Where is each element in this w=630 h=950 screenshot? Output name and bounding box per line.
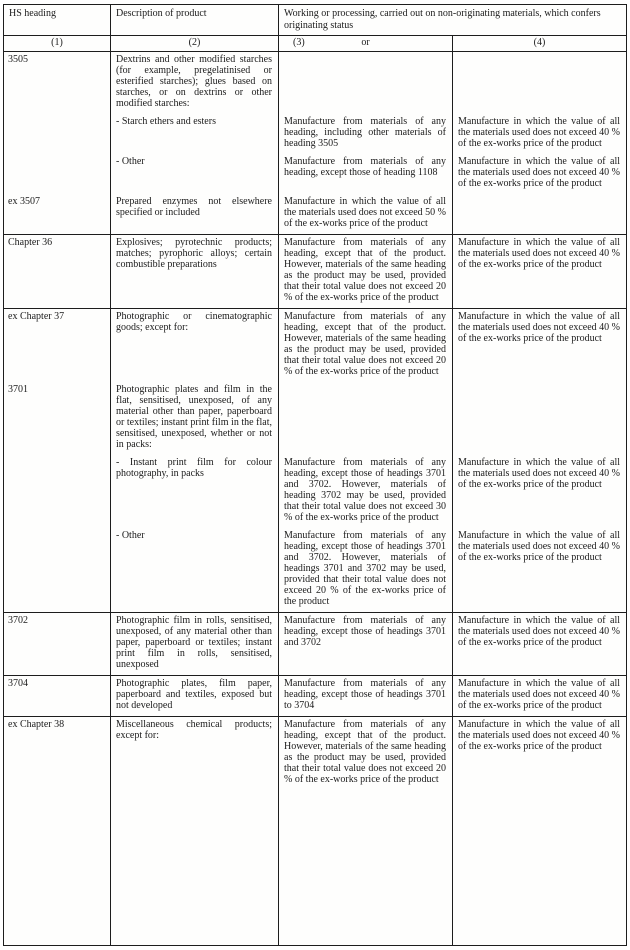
rule-col3-cell: Manufacture from materials of any heading, except those of headings 3701 to 3704 <box>278 676 452 716</box>
rule-col3-cell: Manufacture from materials of any heading, except that of the product. However, materials of the same heading as the product may be used, provided that their total value does not exceed 20 % of the ex-works price of the product <box>278 309 452 382</box>
rule-col3-cell: Manufacture from materials of any heading, except those of heading 1108 <box>278 154 452 194</box>
hs-heading-header: HS heading <box>9 8 56 19</box>
rule-col3-cell: Manufacture from materials of any heading, except those of headings 3701 and 3702 <box>278 613 452 675</box>
rule-col3-cell: Manufacture from materials of any heading, including other materials of heading 3505 <box>278 114 452 154</box>
hs-cell: ex 3507 <box>8 196 40 207</box>
description-cell: Explosives; pyrotechnic products; matches; pyrophoric alloys; certain combustible preparations <box>110 235 278 308</box>
hs-cell <box>4 114 110 154</box>
table-block <box>4 717 626 945</box>
description-header: Description of product <box>110 5 278 35</box>
column-number-4: (4) <box>452 36 626 51</box>
rule-col3-cell: Manufacture from materials of any heading, except those of headings 3701 and 3702. However, materials of headings 3701 and 3702 may be used, provided that their total value does not exceed 20 % of the ex-works price of the product <box>278 528 452 612</box>
rule-col4-cell: Manufacture in which the value of all the materials used does not exceed 40 % of the ex-works price of the product <box>452 154 626 194</box>
description-cell: Photographic plates, film paper, paperboard and textiles, exposed but not developed <box>110 676 278 716</box>
rule-col3-cell: Manufacture from materials of any heading, except that of the product. However, materials of the same heading as the product may be used, provided that their total value does not exceed 20 % of the ex-works price of the product <box>278 717 452 945</box>
rule-col3-cell: Manufacture in which the value of all the materials used does not exceed 50 % of the ex-works price of the product <box>278 194 452 234</box>
rule-col4-cell: Manufacture in which the value of all the materials used does not exceed 40 % of the ex-works price of the product <box>452 235 626 308</box>
rule-col3-cell: Manufacture from materials of any heading, except that of the product. However, materials of the same heading as the product may be used, provided that their total value does not exceed 20 % of the ex-works price of the product <box>278 235 452 308</box>
table-block <box>4 52 626 235</box>
table-block <box>4 235 626 309</box>
table-row <box>4 455 626 528</box>
hs-cell <box>4 455 110 528</box>
hs-cell: 3505 <box>8 54 28 65</box>
description-cell: - Instant print film for colour photography, in packs <box>110 455 278 528</box>
rule-col4-cell: Manufacture in which the value of all the materials used does not exceed 40 % of the ex-works price of the product <box>452 717 626 945</box>
table-row <box>4 309 626 382</box>
column-number-1: (1) <box>51 37 63 48</box>
hs-cell: 3701 <box>8 384 28 395</box>
description-cell: Prepared enzymes not elsewhere specified or included <box>110 194 278 234</box>
table-row <box>4 194 626 234</box>
table-header-row <box>4 5 626 36</box>
hs-cell <box>4 528 110 612</box>
rule-col4-cell: Manufacture in which the value of all the materials used does not exceed 40 % of the ex-works price of the product <box>452 455 626 528</box>
table-row <box>4 114 626 154</box>
rule-col4-cell: Manufacture in which the value of all the materials used does not exceed 40 % of the ex-works price of the product <box>452 613 626 675</box>
hs-cell <box>4 154 110 194</box>
table-block <box>4 613 626 676</box>
description-cell: Dextrins and other modified starches (for example, pregelatinised or esterified starches); glues based on starches, or on dextrins or other modified starches: <box>110 52 278 114</box>
rules-of-origin-table <box>3 4 627 946</box>
rule-col4-cell <box>452 194 626 234</box>
column-number-3: (3) <box>293 37 305 48</box>
description-cell: Photographic film in rolls, sensitised, unexposed, of any material other than paper, paperboard or textiles; instant print film in rolls, sensitised, unexposed <box>110 613 278 675</box>
table-row <box>4 613 626 675</box>
rule-col4-cell: Manufacture in which the value of all the materials used does not exceed 40 % of the ex-works price of the product <box>452 528 626 612</box>
rule-col3-cell <box>278 52 452 114</box>
hs-cell: ex Chapter 37 <box>8 311 65 322</box>
rule-col4-cell <box>452 382 626 455</box>
description-cell: Miscellaneous chemical products; except for: <box>110 717 278 945</box>
hs-cell: ex Chapter 38 <box>8 719 65 730</box>
rule-col4-cell: Manufacture in which the value of all the materials used does not exceed 40 % of the ex-works price of the product <box>452 309 626 382</box>
table-body <box>4 52 626 945</box>
table-row <box>4 382 626 455</box>
rule-col4-cell: Manufacture in which the value of all the materials used does not exceed 40 % of the ex-works price of the product <box>452 676 626 716</box>
description-cell: - Other <box>110 528 278 612</box>
table-row <box>4 717 626 945</box>
table-block <box>4 676 626 717</box>
rule-col4-cell <box>452 52 626 114</box>
hs-cell: 3702 <box>8 615 28 626</box>
description-cell: - Other <box>110 154 278 194</box>
column-number-2: (2) <box>110 36 278 51</box>
column-number-3-or <box>278 36 452 51</box>
table-row <box>4 528 626 612</box>
rule-col3-cell: Manufacture from materials of any heading, except those of headings 3701 and 3702. However, materials of heading 3702 may be used, provided that their total value does not exceed 30 % of the ex-works price of the product <box>278 455 452 528</box>
or-label: or <box>361 37 370 48</box>
description-cell: Photographic or cinematographic goods; except for: <box>110 309 278 382</box>
hs-cell: 3704 <box>8 678 28 689</box>
description-cell: - Starch ethers and esters <box>110 114 278 154</box>
table-block <box>4 309 626 613</box>
table-row <box>4 676 626 716</box>
description-cell: Photographic plates and film in the flat, sensitised, unexposed, of any material other than paper, paperboard or textiles; instant print film in the flat, sensitised, unexposed, whether or not in packs: <box>110 382 278 455</box>
rule-col4-cell: Manufacture in which the value of all the materials used does not exceed 40 % of the ex-works price of the product <box>452 114 626 154</box>
table-row <box>4 235 626 308</box>
working-processing-header: Working or processing, carried out on non-originating materials, which confers originating status <box>278 5 626 35</box>
column-numbers-row <box>4 36 626 52</box>
table-row <box>4 154 626 194</box>
hs-cell: Chapter 36 <box>8 237 53 248</box>
table-row <box>4 52 626 114</box>
rule-col3-cell <box>278 382 452 455</box>
